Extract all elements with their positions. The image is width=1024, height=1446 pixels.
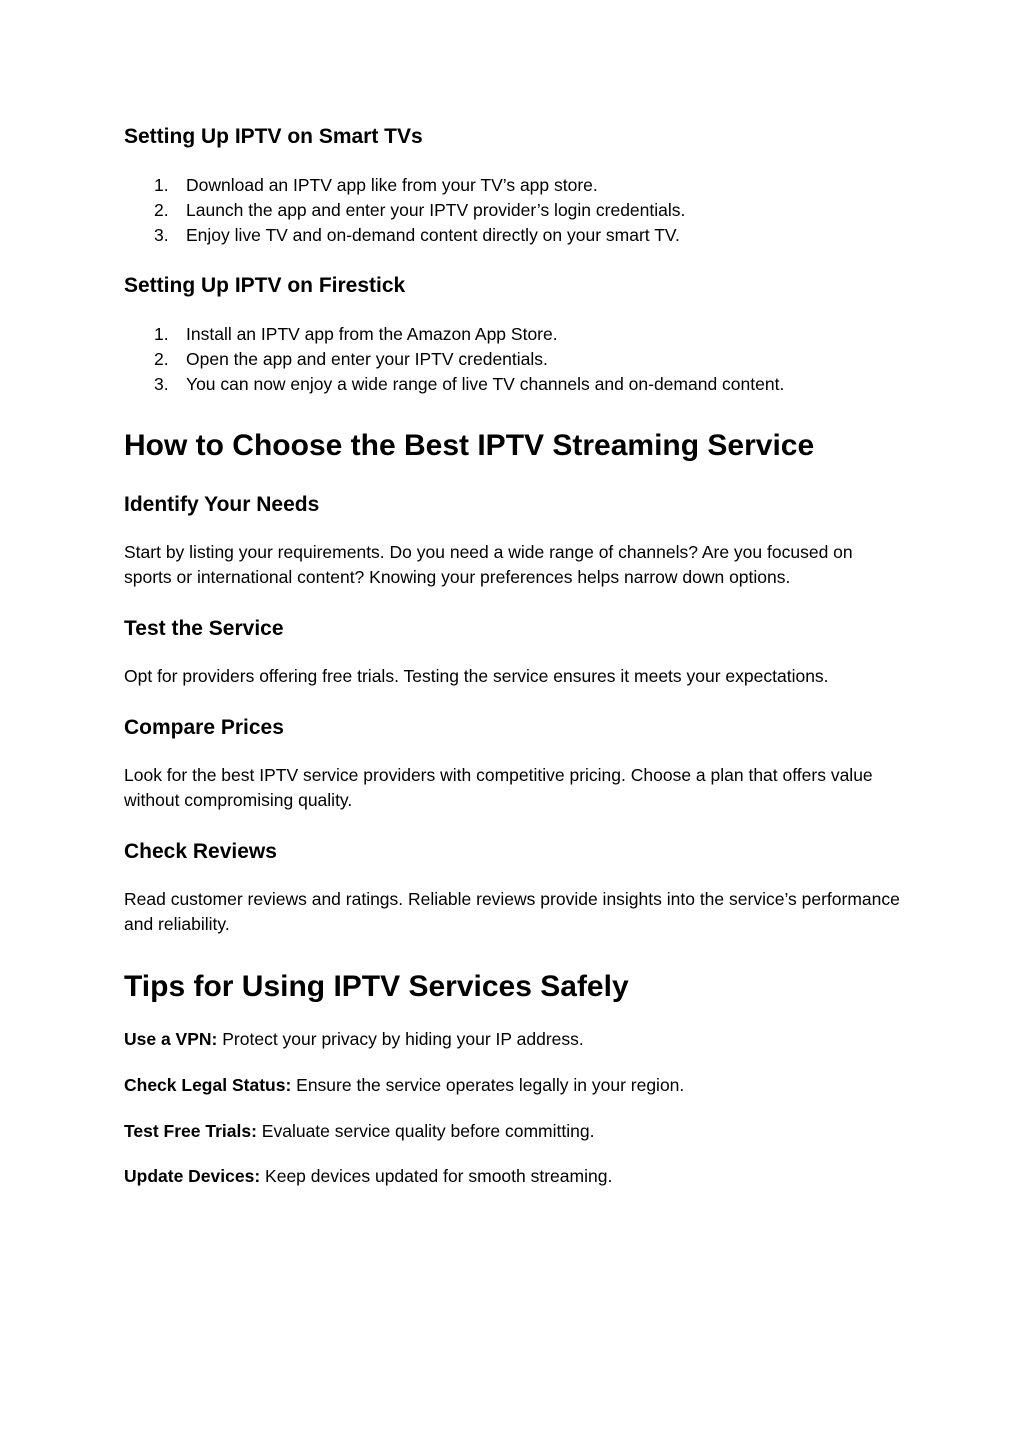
tip-item xyxy=(124,1073,684,1098)
list-item xyxy=(124,173,900,198)
tips-heading: Tips for Using IPTV Services Safely xyxy=(124,970,629,1003)
smart-tv-steps xyxy=(124,173,900,248)
check-reviews-text: Read customer reviews and ratings. Reliable reviews provide insights into the service’s performance and reliability. xyxy=(124,889,900,934)
tip-label: Check Legal Status: xyxy=(124,1075,292,1095)
list-number: 2. xyxy=(154,200,169,220)
list-number: 3. xyxy=(154,374,169,394)
list-item xyxy=(124,198,900,223)
tip-item xyxy=(124,1119,594,1144)
list-text: Launch the app and enter your IPTV provider’s login credentials. xyxy=(186,200,686,220)
list-text: Download an IPTV app like from your TV’s app store. xyxy=(186,175,598,195)
list-text: Install an IPTV app from the Amazon App Store. xyxy=(186,324,558,344)
identify-needs-heading: Identify Your Needs xyxy=(124,493,320,516)
list-item xyxy=(124,372,900,397)
firestick-steps xyxy=(124,322,900,397)
tip-text: Evaluate service quality before committing. xyxy=(256,1121,595,1141)
tip-text: Keep devices updated for smooth streaming. xyxy=(260,1166,613,1186)
list-text: Enjoy live TV and on-demand content directly on your smart TV. xyxy=(186,225,680,245)
firestick-heading: Setting Up IPTV on Firestick xyxy=(124,274,406,297)
list-item xyxy=(124,322,900,347)
compare-prices-text: Look for the best IPTV service providers with competitive pricing. Choose a plan that offers value without compromising quality. xyxy=(124,765,873,810)
tip-text: Ensure the service operates legally in your region. xyxy=(291,1075,685,1095)
tip-label: Test Free Trials: xyxy=(124,1121,257,1141)
list-text: You can now enjoy a wide range of live TV channels and on-demand content. xyxy=(186,374,785,394)
list-text: Open the app and enter your IPTV credentials. xyxy=(186,349,548,369)
tip-item xyxy=(124,1027,584,1052)
list-number: 1. xyxy=(154,175,169,195)
list-number: 1. xyxy=(154,324,169,344)
choose-service-heading: How to Choose the Best IPTV Streaming Service xyxy=(124,429,815,462)
list-item xyxy=(124,223,900,248)
tip-item xyxy=(124,1164,612,1189)
compare-prices-heading: Compare Prices xyxy=(124,716,284,739)
tip-text: Protect your privacy by hiding your IP address. xyxy=(217,1029,584,1049)
tip-label: Use a VPN: xyxy=(124,1029,218,1049)
smart-tv-heading: Setting Up IPTV on Smart TVs xyxy=(124,125,423,148)
test-service-text: Opt for providers offering free trials. Testing the service ensures it meets your expectations. xyxy=(124,666,829,686)
list-number: 3. xyxy=(154,225,169,245)
check-reviews-heading: Check Reviews xyxy=(124,840,277,863)
identify-needs-text: Start by listing your requirements. Do you need a wide range of channels? Are you focused on sports or international content? Knowing your preferences helps narrow down options. xyxy=(124,542,853,587)
list-item xyxy=(124,347,900,372)
list-number: 2. xyxy=(154,349,169,369)
tip-label: Update Devices: xyxy=(124,1166,261,1186)
test-service-heading: Test the Service xyxy=(124,617,284,640)
